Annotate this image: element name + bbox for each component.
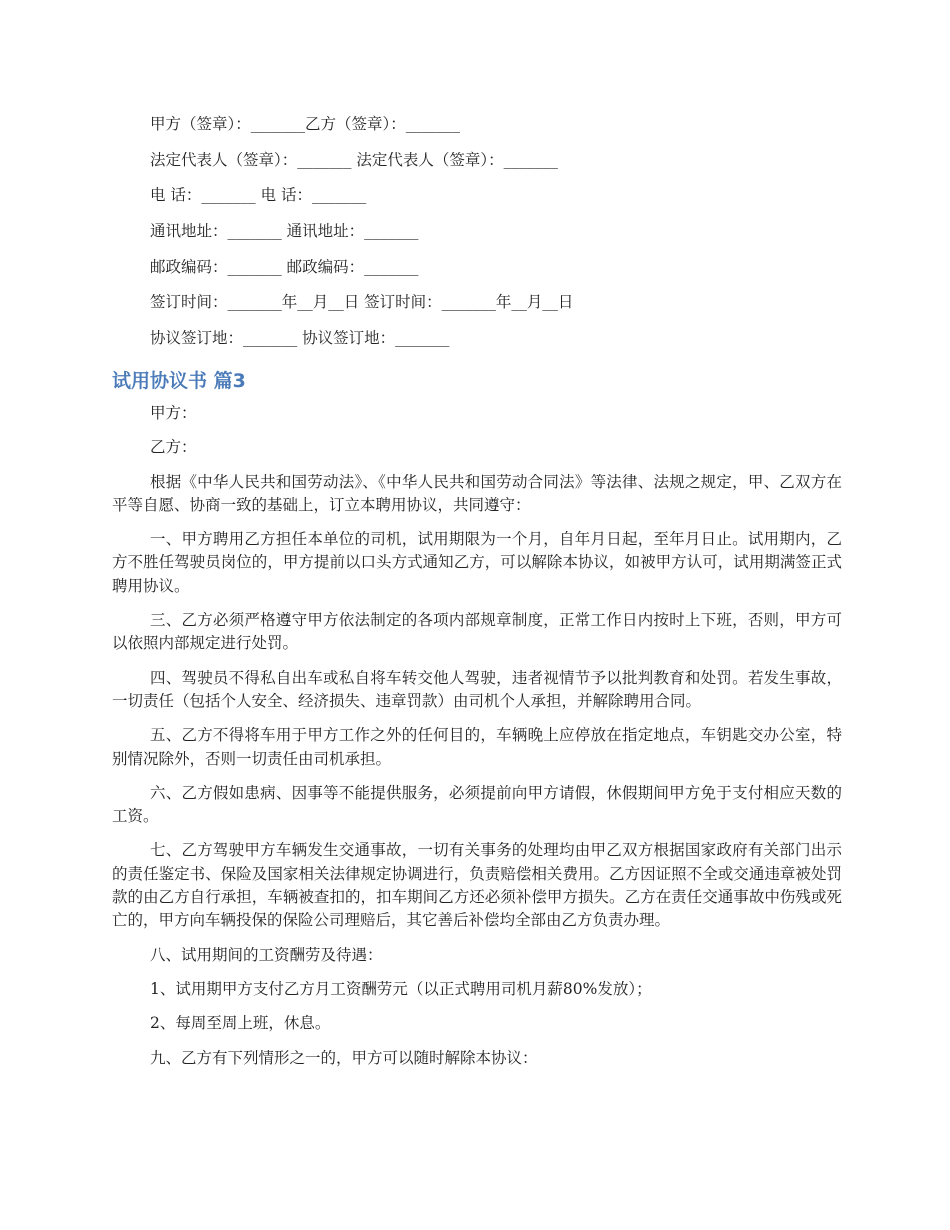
- clause-8-item-2: 2、每周至周上班，休息。: [150, 1014, 331, 1033]
- clause-5-paragraph: 五、乙方不得将车用于甲方工作之外的任何目的，车辆晚上应停放在指定地点，车钥匙交办公室，特别情况除外，否则一切责任由司机承担。: [112, 726, 842, 768]
- clause-6-paragraph: 六、乙方假如患病、因事等不能提供服务，必须提前向甲方请假，休假期间甲方免于支付相应天数的工资。: [112, 783, 842, 826]
- clause-1-paragraph: 一、甲方聘用乙方担任本单位的司机，试用期限为一个月，自年月日起，至年月日止。试用期内，乙方不胜任驾驶员岗位的，甲方提前以口头方式通知乙方，可以解除本协议，如被甲方认可，试用期满签正式聘用协议。: [112, 530, 842, 595]
- section-heading: 试用协议书 篇3: [112, 370, 246, 392]
- clause-8-paragraph: 八、试用期间的工资酬劳及待遇：: [150, 945, 383, 964]
- agreement-body: [112, 402, 842, 1081]
- signature-phone-line: 电 话：_______ 电 话：_______: [150, 186, 367, 204]
- signature-address-line: 通讯地址：_______ 通讯地址：_______: [150, 222, 419, 240]
- party-b-line: 乙方：: [150, 438, 197, 457]
- signature-date-line: 签订时间：_______年__月__日 签订时间：_______年__月__日: [150, 293, 574, 311]
- clause-3-paragraph: 三、乙方必须严格遵守甲方依法制定的各项内部规章制度，正常工作日内按时上下班，否则，甲方可以依照内部规定进行处罚。: [112, 611, 842, 653]
- clause-4-paragraph: 四、驾驶员不得私自出车或私自将车转交他人驾驶，违者视情节予以批判教育和处罚。若发生事故，一切责任（包括个人安全、经济损失、违章罚款）由司机个人承担，并解除聘用合同。: [112, 668, 842, 710]
- preamble-paragraph: 根据《中华人民共和国劳动法》、《中华人民共和国劳动合同法》等法律、法规之规定，甲、乙双方在平等自愿、协商一致的基础上，订立本聘用协议，共同遵守：: [112, 472, 842, 514]
- signature-legal-rep-line: 法定代表人（签章）：_______ 法定代表人（签章）：_______: [150, 151, 558, 169]
- signature-party-line: 甲方（签章）：_______乙方（签章）：_______: [150, 115, 461, 133]
- clause-9-paragraph: 九、乙方有下列情形之一的，甲方可以随时解除本协议：: [150, 1048, 538, 1067]
- signature-place-line: 协议签订地：_______ 协议签订地：_______: [150, 329, 450, 347]
- clause-8-item-1: 1、试用期甲方支付乙方月工资酬劳元（以正式聘用司机月薪80%发放）；: [150, 979, 652, 998]
- clause-7-paragraph: 七、乙方驾驶甲方车辆发生交通事故，一切有关事务的处理均由甲乙双方根据国家政府有关部门出示的责任鉴定书、保险及国家相关法律规定协调进行，负责赔偿相关费用。乙方因证照不全或交通违章被处罚款的由乙方自行承担，车辆被查扣的，扣车期间乙方还必须补偿甲方损失。乙方在责任交通事故中伤残或死亡的，甲方向车辆投保的保险公司理赔后，其它善后补偿均全部由乙方负责办理。: [112, 841, 842, 930]
- signature-postcode-line: 邮政编码：_______ 邮政编码：_______: [150, 258, 419, 276]
- party-a-line: 甲方：: [150, 404, 197, 422]
